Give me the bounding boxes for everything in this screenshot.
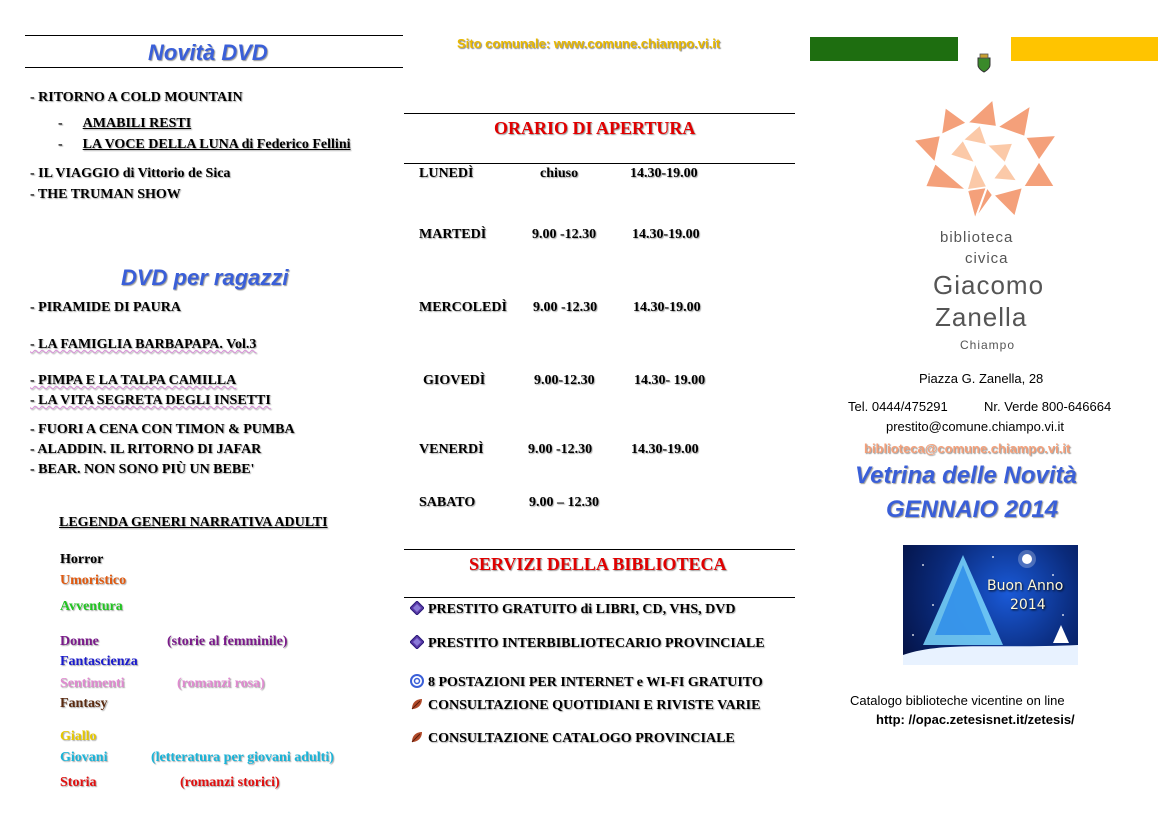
dvd-item: - AMABILI RESTI [58, 116, 192, 131]
genre-fantascienza: Fantascienza [60, 654, 138, 669]
leaf-icon [410, 697, 424, 711]
hours-day: VENERDÌ [419, 442, 484, 457]
hours-morning: 9.00 -12.30 [532, 227, 597, 242]
genre-donne: Donne [60, 634, 99, 649]
card-year: 2014 [1010, 597, 1046, 613]
hours-morning: 9.00 -12.30 [528, 442, 593, 457]
kids-item: - PIRAMIDE DI PAURA [30, 300, 182, 315]
genre-avventura: Avventura [60, 599, 123, 614]
dvd-item: - IL VIAGGIO di Vittorio de Sica [30, 166, 231, 181]
services-rule-top [404, 549, 795, 550]
green-number: Nr. Verde 800-646664 [984, 399, 1112, 414]
logo-text-zanella: Zanella [935, 302, 1028, 332]
service-item: PRESTITO GRATUITO di LIBRI, CD, VHS, DVD [410, 601, 735, 618]
dvd-item: - THE TRUMAN SHOW [30, 187, 181, 202]
kids-item: - LA FAMIGLIA BARBAPAPA. Vol.3 [30, 337, 257, 352]
catalog-url[interactable]: http: //opac.zetesisnet.it/zetesis/ [876, 712, 1075, 727]
service-item: 8 POSTAZIONI PER INTERNET e WI-FI GRATUITO [410, 674, 763, 691]
service-item: PRESTITO INTERBIBLIOTECARIO PROVINCIALE [410, 635, 765, 652]
coat-of-arms-icon [976, 53, 992, 73]
library-shell-logo [905, 95, 1065, 225]
dvd-heading: Novità DVD [148, 40, 268, 65]
green-flag-bar [810, 37, 958, 61]
logo-text-chiampo: Chiampo [960, 338, 1016, 352]
hours-day: MERCOLEDÌ [419, 300, 507, 315]
genre-fantasy: Fantasy [60, 696, 108, 711]
new-year-card-image [903, 545, 1078, 665]
hours-morning: 9.00 – 12.30 [529, 495, 599, 510]
diamond-icon [410, 635, 424, 649]
christmas-tree-icon [903, 545, 1078, 665]
kids-heading: DVD per ragazzi [121, 265, 289, 290]
leaf-icon [410, 730, 424, 744]
hours-day: GIOVEDÌ [423, 373, 486, 388]
kids-item: - BEAR. NON SONO PIÙ UN BEBE' [30, 462, 255, 477]
genre-note: (romanzi storici) [180, 775, 280, 790]
legend-title: LEGENDA GENERI NARRATIVA ADULTI [59, 515, 328, 530]
hours-afternoon: 14.30-19.00 [633, 300, 701, 315]
site-link[interactable]: Sito comunale: www.comune.chiampo.vi.it [457, 36, 721, 51]
hours-day: MARTEDÌ [419, 227, 487, 242]
hours-rule-bottom [404, 163, 795, 164]
hours-morning: 9.00 -12.30 [533, 300, 598, 315]
top-rule-left [25, 35, 403, 36]
diamond-icon [410, 601, 424, 615]
kids-item: - ALADDIN. IL RITORNO DI JAFAR [30, 442, 262, 457]
hours-day: LUNEDÌ [419, 166, 474, 181]
kids-item: - LA VITA SEGRETA DEGLI INSETTI [30, 393, 271, 408]
genre-horror: Horror [60, 552, 104, 567]
dvd-item: - LA VOCE DELLA LUNA di Federico Fellini [58, 137, 351, 152]
logo-text-giacomo: Giacomo [933, 270, 1045, 300]
genre-giovani: Giovani [60, 750, 108, 765]
showcase-month: GENNAIO 2014 [886, 496, 1059, 523]
service-item: CONSULTAZIONE CATALOGO PROVINCIALE [410, 730, 735, 747]
yellow-flag-bar [1011, 37, 1158, 61]
hours-rule-top [404, 113, 795, 114]
email-loan[interactable]: prestito@comune.chiampo.vi.it [886, 419, 1064, 434]
hours-afternoon: 14.30-19.00 [630, 166, 698, 181]
catalog-label: Catalogo biblioteche vicentine on line [850, 693, 1065, 708]
hours-afternoon: 14.30-19.00 [632, 227, 700, 242]
genre-storia: Storia [60, 775, 97, 790]
hours-afternoon: 14.30- 19.00 [634, 373, 706, 388]
genre-note: (romanzi rosa) [177, 676, 265, 691]
genre-note: (storie al femminile) [167, 634, 288, 649]
logo-text-civica: civica [965, 250, 1009, 267]
hours-day: SABATO [419, 495, 476, 510]
hours-afternoon: 14.30-19.00 [631, 442, 699, 457]
genre-umoristico: Umoristico [60, 573, 127, 588]
card-greeting: Buon Anno [987, 578, 1064, 594]
genre-giallo: Giallo [60, 729, 97, 744]
showcase-title: Vetrina delle Novità [855, 462, 1077, 489]
hours-morning: 9.00-12.30 [534, 373, 595, 388]
address: Piazza G. Zanella, 28 [919, 371, 1044, 386]
dvd-item: - RITORNO A COLD MOUNTAIN [30, 90, 243, 105]
services-rule-bottom [404, 597, 795, 598]
telephone: Tel. 0444/475291 [848, 399, 948, 414]
spiral-icon [410, 674, 424, 688]
genre-sentimenti: Sentimenti [60, 676, 125, 691]
kids-item: - FUORI A CENA CON TIMON & PUMBA [30, 422, 295, 437]
kids-item: - PIMPA E LA TALPA CAMILLA [30, 373, 237, 388]
service-item: CONSULTAZIONE QUOTIDIANI E RIVISTE VARIE [410, 697, 760, 714]
genre-note: (letteratura per giovani adulti) [151, 750, 334, 765]
dvd-heading-rule [25, 67, 403, 68]
services-heading: SERVIZI DELLA BIBLIOTECA [469, 554, 727, 574]
email-library[interactable]: biblioteca@comune.chiampo.vi.it [864, 441, 1071, 456]
logo-text-biblioteca: biblioteca [940, 229, 1014, 246]
hours-morning: chiuso [540, 166, 579, 181]
hours-heading: ORARIO DI APERTURA [494, 118, 696, 138]
